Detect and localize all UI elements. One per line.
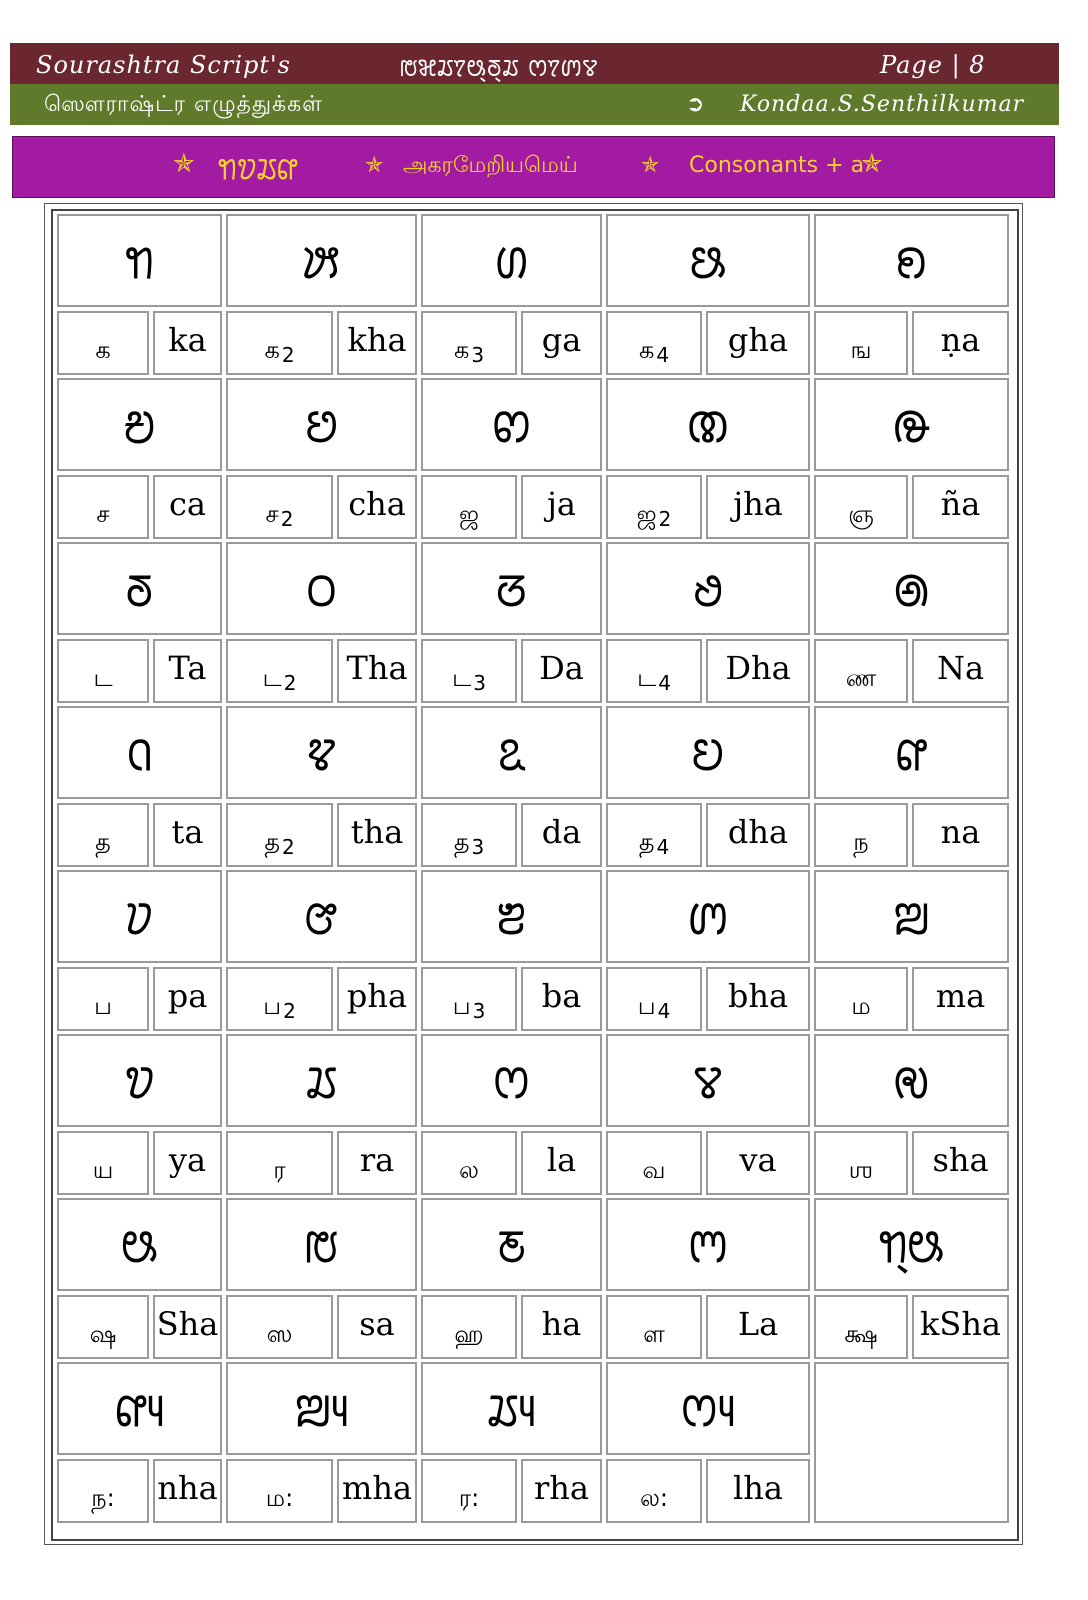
tamil-equivalent (606, 967, 702, 1031)
sourashtra-glyph: ꢥ (895, 726, 928, 781)
latin-text: bha (727, 977, 789, 1015)
sourashtra-glyph: ꢫ (124, 1054, 155, 1109)
sourashtra-letter (226, 1198, 417, 1291)
sourashtra-glyph: ꢬ (306, 1054, 337, 1109)
tamil-letter: ல (459, 1156, 479, 1184)
tamil-superscript: 3 (473, 671, 486, 695)
sourashtra-letter (57, 214, 222, 307)
sourashtra-letter (421, 1198, 602, 1291)
latin-text: pa (167, 977, 208, 1015)
tamil-letter: க (264, 336, 280, 364)
tamil-equivalent (606, 475, 702, 539)
latin-text: sa (359, 1305, 395, 1343)
sourashtra-letter (421, 378, 602, 471)
sourashtra-glyph: ꢯ (893, 1054, 930, 1109)
tamil-equivalent (606, 639, 702, 703)
tamil-letter: வ (642, 1156, 666, 1184)
sourashtra-glyph: ꢲ (497, 1218, 526, 1273)
tamil-equivalent (226, 475, 333, 539)
latin-text: lha (733, 1469, 783, 1507)
tamil-superscript: 2 (280, 507, 294, 531)
sourashtra-letter (226, 1362, 417, 1455)
latin-text: ma (935, 977, 986, 1015)
latin-text: pha (346, 977, 408, 1015)
sourashtra-letter (57, 1198, 222, 1291)
tamil-equivalent (421, 311, 517, 375)
latin-text: ha (541, 1305, 582, 1343)
sourashtra-letter (606, 542, 810, 635)
empty-cell (814, 1362, 1009, 1523)
tamil-letter: க (638, 336, 655, 364)
latin-text: gha (727, 321, 789, 359)
latin-text: cha (348, 485, 406, 523)
latin-transliteration (337, 311, 417, 375)
latin-transliteration (521, 639, 602, 703)
latin-transliteration (337, 803, 417, 867)
sourashtra-letter (814, 542, 1009, 635)
sourashtra-letter (226, 1034, 417, 1127)
tamil-letter: ய (92, 1156, 114, 1184)
latin-transliteration (912, 639, 1009, 703)
tamil-letter: ம: (265, 1484, 294, 1512)
latin-text: jha (733, 485, 783, 523)
tamil-letter: ஶ (848, 1156, 874, 1184)
tamil-equivalent (421, 1295, 517, 1359)
latin-text: rha (534, 1469, 589, 1507)
tamil-letter: ச (96, 500, 110, 528)
sourashtra-glyph: ꢝ (306, 562, 337, 617)
latin-text: Dha (725, 649, 791, 687)
latin-transliteration (521, 1131, 602, 1195)
tamil-letter: ப (263, 992, 282, 1020)
tamil-title: ஸௌராஷ்ட்ர எழுத்துக்கள் (44, 92, 324, 117)
sourashtra-letter (57, 378, 222, 471)
latin-transliteration (521, 311, 602, 375)
sourashtra-letter (421, 1034, 602, 1127)
tamil-letter: த (264, 828, 280, 856)
sourashtra-letter (421, 1362, 602, 1455)
banner-native-label: ꢒꢫꢬꢥ (218, 152, 298, 187)
sourashtra-glyph: ꢱ (304, 1218, 339, 1273)
sourashtra-glyph: ꢙ (491, 398, 532, 453)
latin-transliteration (706, 639, 810, 703)
sourashtra-letter (814, 1198, 1009, 1291)
sourashtra-glyph: ꢪ (893, 890, 930, 945)
latin-text: mha (341, 1469, 413, 1507)
tamil-letter: ப (94, 992, 112, 1020)
sourashtra-letter (814, 870, 1009, 963)
latin-transliteration (521, 475, 602, 539)
latin-transliteration (912, 1295, 1009, 1359)
latin-transliteration (337, 967, 417, 1031)
tamil-letter: ந (853, 828, 869, 856)
sourashtra-letter (814, 214, 1009, 307)
latin-text: ga (541, 321, 582, 359)
sourashtra-glyph: ꢒ꣄ꢰ (878, 1218, 945, 1273)
sourashtra-letter (57, 870, 222, 963)
tamil-equivalent (814, 1295, 908, 1359)
sourashtra-glyph: ꢪꢴ (294, 1382, 349, 1437)
latin-transliteration (337, 1459, 417, 1523)
tamil-superscript: 2 (281, 835, 295, 859)
sourashtra-letter (226, 542, 417, 635)
latin-transliteration (337, 1131, 417, 1195)
sourashtra-glyph: ꢰ (121, 1218, 158, 1273)
latin-transliteration (153, 639, 222, 703)
latin-text: La (737, 1305, 779, 1343)
sourashtra-letter (606, 1362, 810, 1455)
latin-transliteration (153, 475, 222, 539)
header-title: Sourashtra Script's (36, 51, 291, 79)
latin-text: ṇa (940, 321, 981, 359)
section-banner (12, 136, 1055, 198)
latin-transliteration (521, 1459, 602, 1523)
latin-transliteration (706, 803, 810, 867)
star-icon: ✯ (173, 149, 195, 179)
tamil-equivalent (421, 803, 517, 867)
tamil-letter: ப (452, 992, 471, 1020)
latin-transliteration (153, 311, 222, 375)
latin-transliteration (706, 311, 810, 375)
sourashtra-letter (421, 706, 602, 799)
tamil-letter: க்ஷ (844, 1320, 878, 1348)
tamil-superscript: 2 (283, 999, 296, 1023)
tamil-equivalent (57, 1295, 149, 1359)
tamil-letter: ர: (458, 1484, 480, 1512)
sourashtra-letter (57, 1034, 222, 1127)
tamil-letter: ட (93, 664, 113, 692)
sourashtra-glyph: ꢤ (691, 726, 725, 781)
sourashtra-glyph: ꢢ (307, 726, 336, 781)
tamil-letter: ஸ (266, 1320, 293, 1348)
tamil-equivalent (606, 311, 702, 375)
header-native-title: ꢱꣃꢬꢵꢰ꣄ꢜ꣄ꢬ ꢭꢵꢩꢮ (400, 54, 599, 82)
latin-text: sha (932, 1141, 989, 1179)
tamil-superscript: 2 (283, 671, 297, 695)
latin-text: kha (347, 321, 407, 359)
latin-text: tha (350, 813, 404, 851)
sourashtra-glyph: ꢦ (125, 890, 154, 945)
tamil-equivalent (57, 1131, 149, 1195)
latin-transliteration (912, 967, 1009, 1031)
sourashtra-letter (57, 542, 222, 635)
tamil-letter: ள (643, 1320, 665, 1348)
tamil-letter: க (453, 336, 470, 364)
tamil-superscript: 4 (657, 999, 671, 1023)
tamil-letter: ச (265, 500, 279, 528)
banner-tamil-label: அகரமேறியமெய் (403, 153, 578, 178)
sourashtra-glyph: ꢭꢴ (681, 1382, 735, 1437)
latin-transliteration (521, 1295, 602, 1359)
tamil-letter: ர (273, 1156, 286, 1184)
latin-transliteration (706, 1459, 810, 1523)
latin-transliteration (153, 1131, 222, 1195)
tamil-equivalent (421, 967, 517, 1031)
sourashtra-glyph: ꢠ (893, 562, 930, 617)
sourashtra-glyph: ꢚ (687, 398, 729, 453)
tamil-equivalent (814, 967, 908, 1031)
tamil-letter: த (453, 828, 470, 856)
latin-text: va (739, 1141, 777, 1179)
tamil-equivalent (57, 475, 149, 539)
latin-text: kSha (920, 1305, 1001, 1343)
latin-text: ya (168, 1141, 207, 1179)
tamil-letter: த (638, 828, 655, 856)
tamil-letter: ஜ (458, 500, 479, 528)
sourashtra-glyph: ꢬꢴ (487, 1382, 536, 1437)
latin-transliteration (912, 1131, 1009, 1195)
tamil-superscript: 2 (281, 343, 295, 367)
sourashtra-letter (814, 1034, 1009, 1127)
tamil-letter: ஜ (636, 500, 657, 528)
sourashtra-glyph: ꢕ (689, 234, 727, 289)
sourashtra-glyph: ꢓ (302, 234, 341, 289)
tamil-equivalent (57, 967, 149, 1031)
sourashtra-glyph: ꢧ (305, 890, 338, 945)
tamil-equivalent (814, 803, 908, 867)
banner-english-label: Consonants + a (689, 153, 865, 178)
tamil-equivalent (226, 1131, 333, 1195)
latin-text: la (546, 1141, 577, 1179)
sourashtra-letter (606, 1034, 810, 1127)
latin-transliteration (337, 475, 417, 539)
tamil-letter: ஞ (848, 500, 874, 528)
latin-transliteration (912, 803, 1009, 867)
tamil-superscript: 4 (658, 671, 671, 695)
sourashtra-letter (226, 378, 417, 471)
sourashtra-letter (606, 378, 810, 471)
tamil-equivalent (226, 1295, 333, 1359)
tamil-equivalent (226, 639, 333, 703)
tamil-letter: ண (845, 664, 877, 692)
tamil-superscript: 3 (471, 835, 485, 859)
tamil-letter: ஷ (89, 1320, 117, 1348)
sourashtra-letter (606, 1198, 810, 1291)
tamil-equivalent (606, 1131, 702, 1195)
tamil-equivalent (814, 639, 908, 703)
latin-transliteration (521, 967, 602, 1031)
sourashtra-letter (814, 706, 1009, 799)
latin-text: dha (727, 813, 789, 851)
sourashtra-glyph: ꢩ (688, 890, 728, 945)
sourashtra-letter (606, 706, 810, 799)
tamil-equivalent (606, 1459, 702, 1523)
latin-text: da (541, 813, 582, 851)
latin-text: na (940, 813, 981, 851)
tamil-letter: ட (637, 664, 657, 692)
tamil-superscript: 4 (656, 343, 670, 367)
tamil-equivalent (57, 311, 149, 375)
tamil-letter: ஹ (454, 1320, 484, 1348)
latin-transliteration (153, 803, 222, 867)
tamil-equivalent (421, 1131, 517, 1195)
tamil-equivalent (57, 1459, 149, 1523)
latin-transliteration (337, 639, 417, 703)
latin-text: Na (936, 649, 985, 687)
sourashtra-glyph: ꢞ (496, 562, 527, 617)
sourashtra-letter (226, 706, 417, 799)
latin-text: ja (547, 485, 576, 523)
tamil-letter: ங (850, 336, 872, 364)
latin-text: ta (171, 813, 204, 851)
tamil-letter: த (95, 828, 111, 856)
sourashtra-glyph: ꢘ (305, 398, 338, 453)
sourashtra-letter (226, 870, 417, 963)
latin-text: nha (157, 1469, 218, 1507)
latin-text: ca (169, 485, 206, 523)
latin-transliteration (337, 1295, 417, 1359)
tamil-letter: ல: (639, 1484, 668, 1512)
tamil-equivalent (226, 311, 333, 375)
author-name: Kondaa.S.Senthilkumar (740, 92, 1025, 117)
tamil-superscript: 4 (656, 835, 670, 859)
sourashtra-glyph: ꢮ (693, 1054, 723, 1109)
tamil-letter: ம (851, 992, 871, 1020)
tamil-letter: ட (262, 664, 282, 692)
sourashtra-letter (421, 542, 602, 635)
tamil-equivalent (606, 1295, 702, 1359)
sourashtra-glyph: ꢒ (125, 234, 154, 289)
tamil-equivalent (606, 803, 702, 867)
tamil-equivalent (814, 1131, 908, 1195)
sourashtra-glyph: ꢨ (496, 890, 527, 945)
tamil-equivalent (57, 639, 149, 703)
page-number: Page | 8 (880, 51, 986, 79)
latin-text: Tha (346, 649, 408, 687)
sourashtra-letter (57, 1362, 222, 1455)
tamil-superscript: 3 (472, 999, 486, 1023)
star-icon: ✯ (365, 153, 384, 178)
sourashtra-glyph: ꢟ (692, 562, 724, 617)
latin-transliteration (706, 1131, 810, 1195)
latin-transliteration (153, 1295, 222, 1359)
arrow-icon: ➲ (686, 92, 706, 117)
header-subtitle-bar (10, 84, 1059, 125)
tamil-superscript: 2 (658, 507, 672, 531)
sourashtra-glyph: ꢗ (123, 398, 156, 453)
sourashtra-letter (814, 378, 1009, 471)
tamil-equivalent (814, 311, 908, 375)
tamil-equivalent (226, 803, 333, 867)
header-title-bar (10, 43, 1059, 84)
latin-text: Ta (168, 649, 207, 687)
latin-text: Da (539, 649, 584, 687)
latin-transliteration (706, 1295, 810, 1359)
sourashtra-glyph: ꢛ (892, 398, 931, 453)
tamil-equivalent (421, 1459, 517, 1523)
sourashtra-letter (421, 870, 602, 963)
tamil-letter: ந: (91, 1484, 115, 1512)
tamil-letter: க (95, 336, 111, 364)
sourashtra-glyph: ꢔ (494, 234, 529, 289)
latin-transliteration (912, 311, 1009, 375)
sourashtra-glyph: ꢣ (497, 726, 526, 781)
tamil-letter: ப (637, 992, 656, 1020)
tamil-equivalent (421, 475, 517, 539)
sourashtra-letter (606, 870, 810, 963)
sourashtra-letter (57, 706, 222, 799)
tamil-equivalent (226, 967, 333, 1031)
sourashtra-glyph: ꢜ (125, 562, 154, 617)
latin-text: ra (359, 1141, 395, 1179)
latin-transliteration (912, 475, 1009, 539)
sourashtra-letter (226, 214, 417, 307)
star-icon: ✯ (641, 153, 660, 178)
latin-transliteration (153, 967, 222, 1031)
latin-text: ka (168, 321, 207, 359)
tamil-equivalent (814, 475, 908, 539)
sourashtra-glyph: ꢡ (126, 726, 153, 781)
sourashtra-glyph: ꢥꢴ (114, 1382, 165, 1437)
tamil-superscript: 3 (471, 343, 485, 367)
tamil-equivalent (226, 1459, 333, 1523)
latin-text: ba (541, 977, 582, 1015)
tamil-equivalent (57, 803, 149, 867)
sourashtra-glyph: ꢳ (688, 1218, 728, 1273)
latin-text: Sha (156, 1305, 219, 1343)
latin-transliteration (153, 1459, 222, 1523)
tamil-letter: ட (452, 664, 472, 692)
latin-transliteration (706, 475, 810, 539)
star-icon: ✯ (861, 149, 883, 179)
sourashtra-letter (421, 214, 602, 307)
tamil-equivalent (421, 639, 517, 703)
latin-text: ña (940, 485, 981, 523)
sourashtra-letter (606, 214, 810, 307)
sourashtra-glyph: ꢭ (493, 1054, 530, 1109)
latin-transliteration (706, 967, 810, 1031)
latin-transliteration (521, 803, 602, 867)
sourashtra-glyph: ꢖ (895, 234, 928, 289)
